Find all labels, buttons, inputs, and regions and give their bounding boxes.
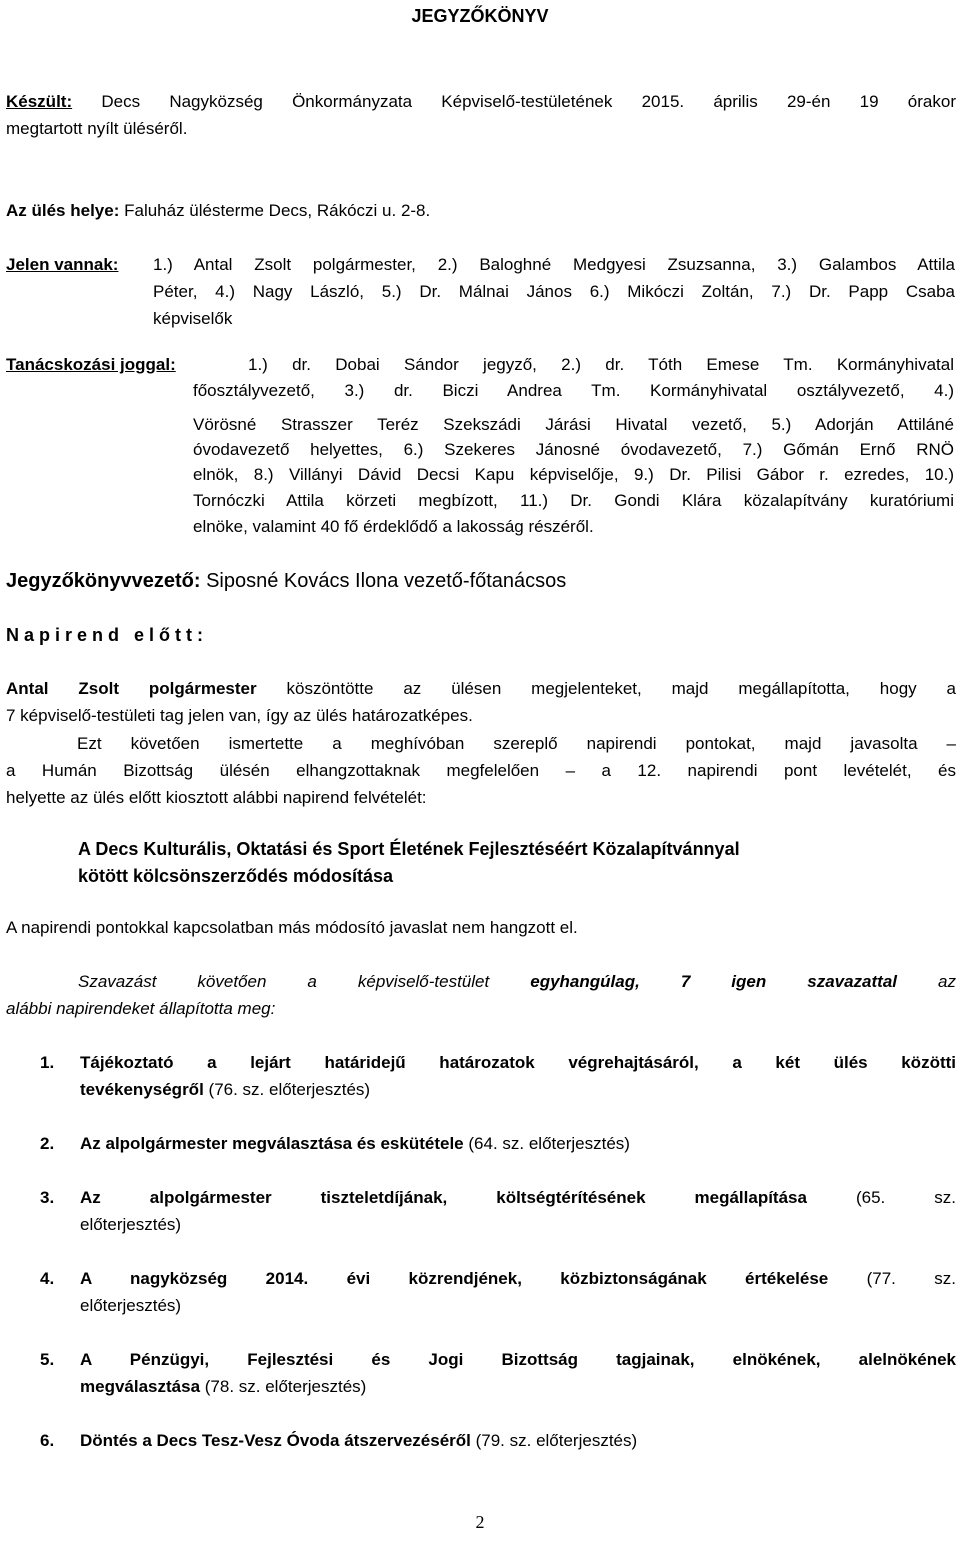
item-1-line1: Tájékoztató a lejárt határidejű határozatok végrehajtásáról, a két ülés közötti: [80, 1053, 956, 1072]
helye-label: Az ülés helye:: [6, 201, 120, 220]
item-4-bold: A nagyközség 2014. évi közrendjének, közbiztonságának értékelése: [80, 1269, 829, 1288]
jelen-line3: képviselők: [153, 309, 233, 328]
item-6-number: 6.: [40, 1431, 55, 1450]
tanacskozasi-line3: Vörösné Strasszer Teréz Szekszádi Járási Hivatal vezető, 5.) Adorján Attiláné: [193, 415, 954, 434]
jegyzokonyvvezeto-label: Jegyzőkönyvvezető:: [6, 570, 201, 592]
item-4-line1: [80, 1269, 956, 1289]
item-6-bold: Döntés a Decs Tesz-Vesz Óvoda átszervezéséről: [80, 1431, 471, 1450]
helye-text: Faluház ülésterme Decs, Rákóczi u. 2-8.: [124, 201, 431, 220]
szavazas-line2: alábbi napirendeket állapította meg:: [6, 999, 276, 1018]
item-4-line2: előterjesztés): [80, 1296, 182, 1315]
item-3-number: 3.: [40, 1188, 55, 1207]
item-3-line1: [80, 1188, 956, 1208]
tanacskozasi-line2: főosztályvezető, 3.) dr. Biczi Andrea Tm. Kormányhivatal osztályvezető, 4.): [193, 381, 954, 400]
item-6-rest: (79. sz. előterjesztés): [475, 1431, 638, 1450]
page-number: 2: [475, 1512, 485, 1532]
item-1-bold2: tevékenységről: [80, 1080, 204, 1099]
keszult-text: Decs Nagyközség Önkormányzata Képviselő-testületének 2015. április 29-én 19 órakor: [101, 92, 956, 111]
tanacskozasi-line5: elnök, 8.) Villányi Dávid Decsi Kapu képviselője, 9.) Dr. Pilisi Gábor r. ezredes, 10.): [193, 465, 954, 484]
item-1-number: 1.: [40, 1053, 55, 1072]
jegyzokonyvvezeto-line: [6, 570, 566, 593]
item-5-rest: (78. sz. előterjesztés): [204, 1377, 367, 1396]
item-3-bold: Az alpolgármester tiszteletdíjának, költségtérítésének megállapítása: [80, 1188, 807, 1207]
item-1-rest: (76. sz. előterjesztés): [208, 1080, 371, 1099]
item-5-line1: A Pénzügyi, Fejlesztési és Jogi Bizottság tagjainak, elnökének, alelnökének: [80, 1350, 956, 1369]
para1-line2: 7 képviselő-testületi tag jelen van, így az ülés határozatképes.: [6, 706, 473, 725]
napirend-elott-heading: N a p i r e n d e l ő t t :: [6, 625, 204, 645]
szavazas-post: az: [938, 972, 956, 991]
document-title: JEGYZŐKÖNYV: [411, 6, 549, 26]
jelen-label: Jelen vannak:: [6, 255, 119, 274]
jegyzokonyvvezeto-text: Siposné Kovács Ilona vezető-főtanácsos: [206, 570, 567, 592]
tanacskozasi-line1: 1.) dr. Dobai Sándor jegyző, 2.) dr. Tóth Emese Tm. Kormányhivatal: [248, 355, 954, 374]
item-5-bold2: megválasztása: [80, 1377, 201, 1396]
item-2-rest: (64. sz. előterjesztés): [468, 1134, 630, 1153]
para1-line1: [6, 679, 956, 699]
item-3-line2: előterjesztés): [80, 1215, 182, 1234]
tanacskozasi-line6: Tornóczki Attila körzeti megbízott, 11.) Dr. Gondi Klára közalapítvány kuratóriumi: [193, 491, 954, 510]
tanacskozasi-line7: elnöke, valamint 40 fő érdeklődő a lakosság részéről.: [193, 517, 594, 536]
keszult-line1: [6, 92, 956, 112]
item-2-number: 2.: [40, 1134, 55, 1153]
napirend-title-line1: A Decs Kulturális, Oktatási és Sport Életének Fejlesztéséért Közalapítvánnyal: [78, 839, 740, 859]
item-5-number: 5.: [40, 1350, 55, 1369]
item-5-line2: [80, 1377, 366, 1397]
para1-rest: köszöntötte az ülésen megjelenteket, majd megállapította, hogy a: [286, 679, 956, 698]
item-2-bold: Az alpolgármester megválasztása és eskütétele: [80, 1134, 464, 1153]
item-4-number: 4.: [40, 1269, 55, 1288]
para2-line2: a Humán Bizottság ülésén elhangzottaknak megfelelően – a 12. napirendi pont levételét, és: [6, 761, 956, 780]
item-3-rest1: (65. sz.: [855, 1188, 956, 1207]
item-2-line1: [80, 1134, 630, 1154]
jelen-line2: Péter, 4.) Nagy László, 5.) Dr. Málnai János 6.) Mikóczi Zoltán, 7.) Dr. Papp Csaba: [153, 282, 955, 301]
keszult-line2: megtartott nyílt üléséről.: [6, 119, 188, 138]
napirend-title-line2: kötött kölcsönszerződés módosítása: [78, 866, 394, 886]
para2-line1: Ezt követően ismertette a meghívóban szereplő napirendi pontokat, majd javasolta –: [77, 734, 956, 753]
szavazas-pre: Szavazást követően a képviselő-testület: [78, 972, 490, 991]
para2-line3: helyette az ülés előtt kiosztott alábbi napirend felvételét:: [6, 788, 427, 807]
keszult-label: Készült:: [6, 92, 73, 111]
szavazas-bold: egyhangúlag, 7 igen szavazattal: [530, 972, 898, 991]
jelen-line1: 1.) Antal Zsolt polgármester, 2.) Baloghné Medgyesi Zsuzsanna, 3.) Galambos Attila: [153, 255, 955, 274]
szavazas-line1: [78, 972, 956, 992]
para3: A napirendi pontokkal kapcsolatban más módosító javaslat nem hangzott el.: [6, 918, 578, 937]
helye-line: [6, 201, 430, 221]
item-4-rest1: (77. sz.: [866, 1269, 956, 1288]
item-1-line2: [80, 1080, 370, 1100]
para1-bold: Antal Zsolt polgármester: [6, 679, 257, 698]
tanacskozasi-label: Tanácskozási joggal:: [6, 355, 176, 374]
tanacskozasi-line4: óvodavezető helyettes, 6.) Szekeres Jánosné óvodavezető, 7.) Gőmán Ernő RNÖ: [193, 440, 954, 459]
item-6-line1: [80, 1431, 637, 1451]
